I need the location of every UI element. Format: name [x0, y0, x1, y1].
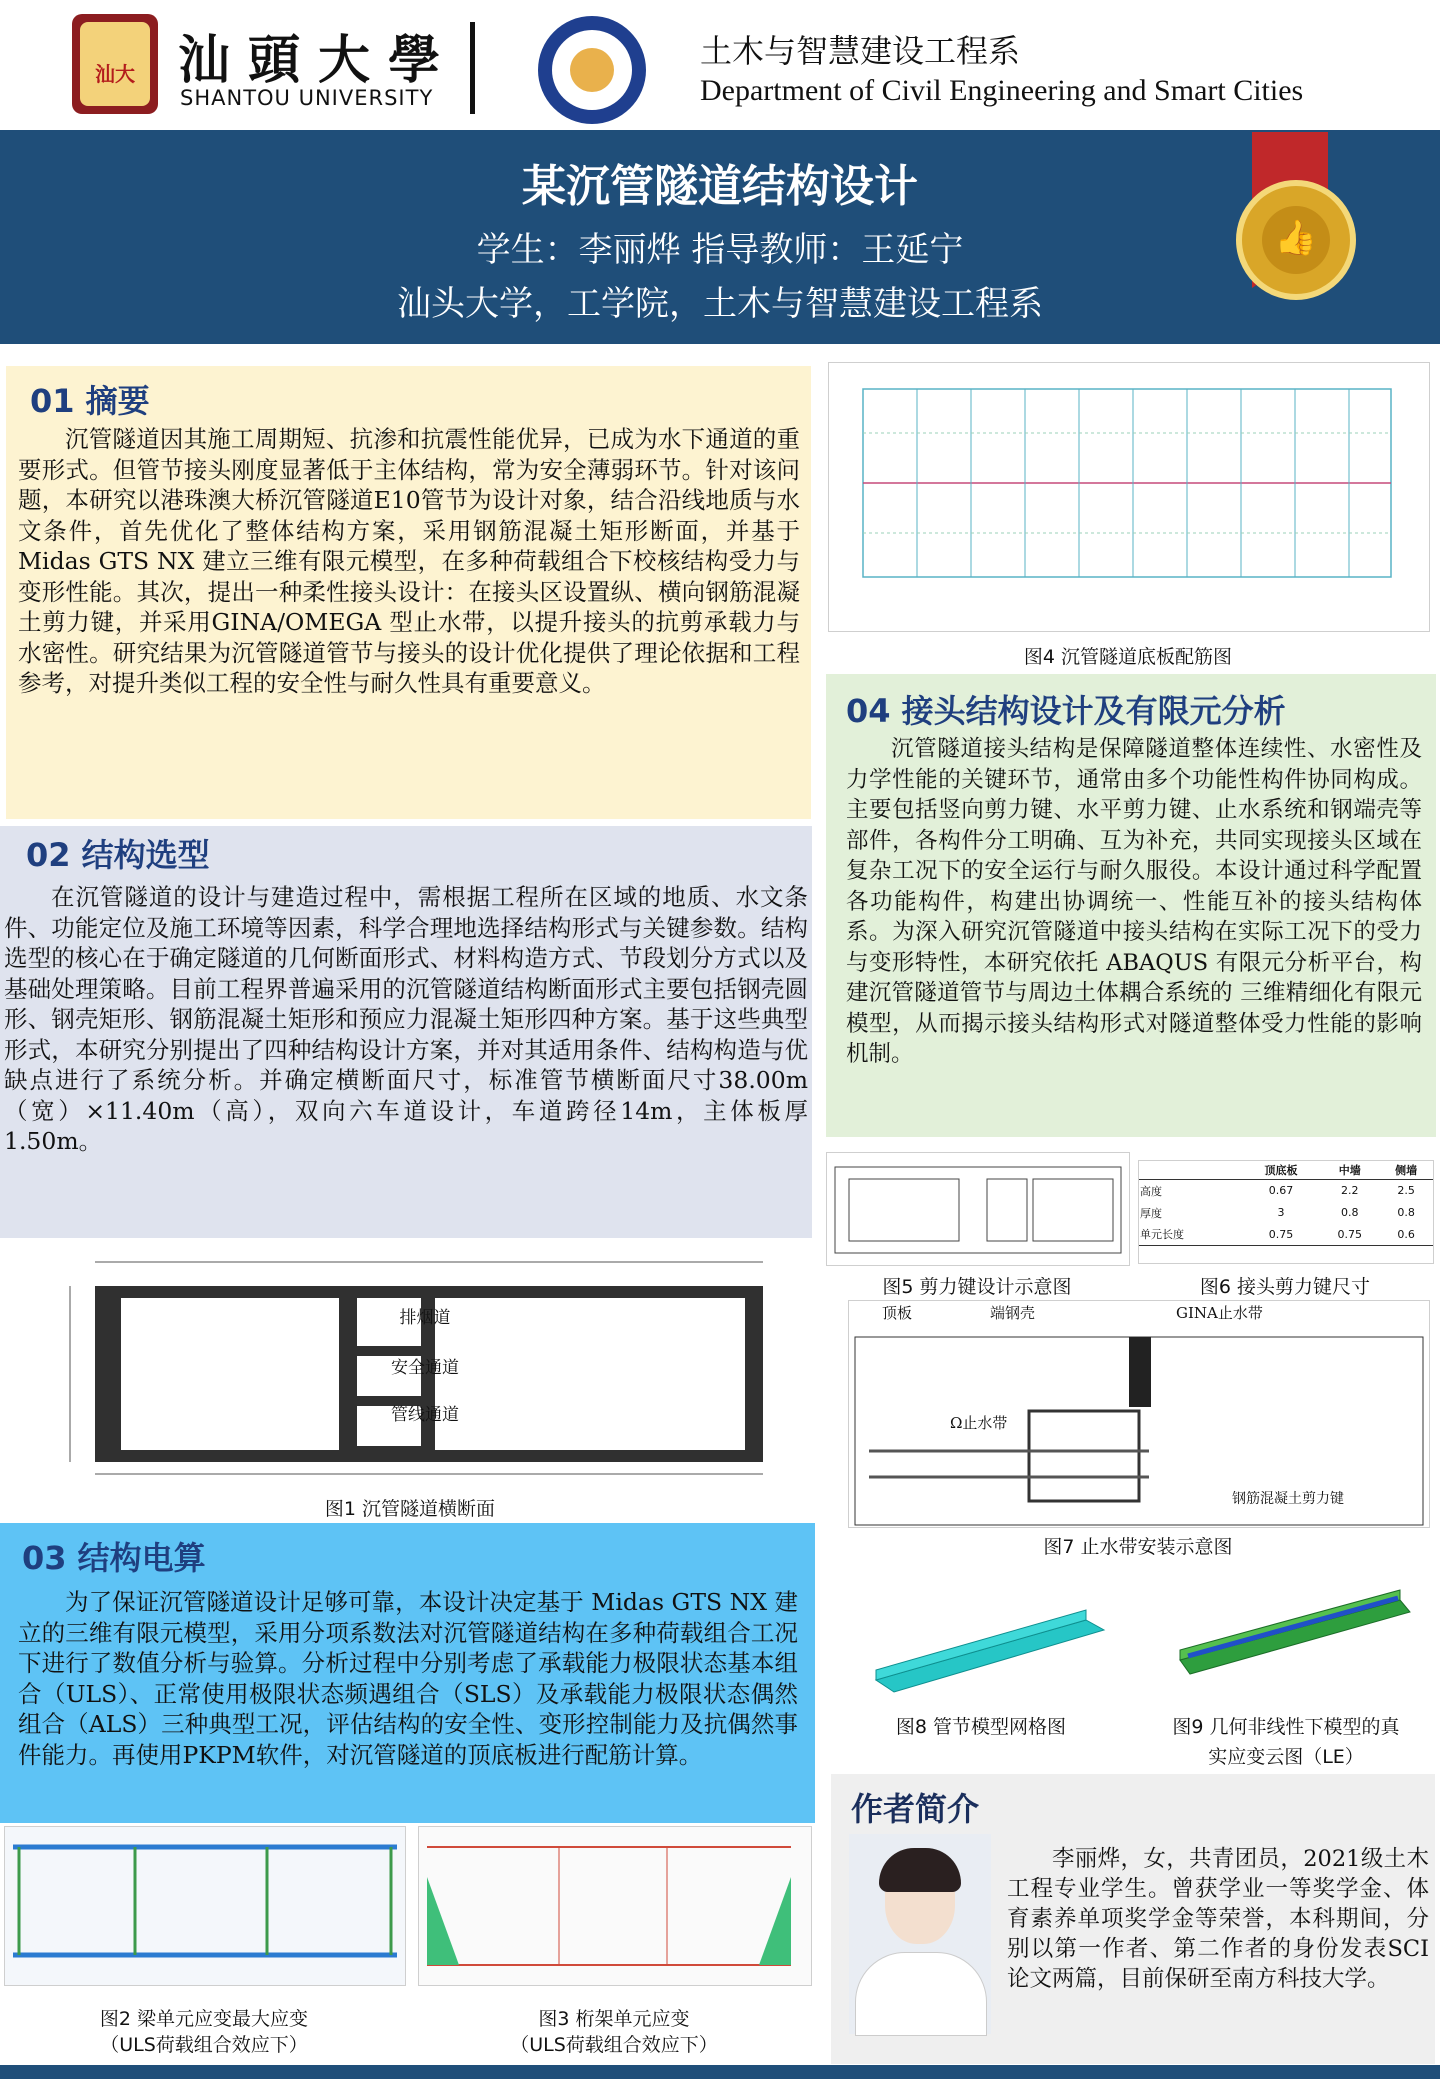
- figure-caption: 图7 止水带安装示意图: [1043, 1536, 1233, 1558]
- mesh-model-drawing: [836, 1560, 1126, 1700]
- figure-caption: 图1 沉管隧道横断面: [324, 1498, 496, 1520]
- section-joint-design: [826, 674, 1436, 1137]
- section-body: 为了保证沉管隧道设计足够可靠，本设计决定基于 Midas GTS NX 建立的三维有限元模型，采用分项系数法对沉管隧道结构在多种荷载组合工况下进行了数值分析与验算。分析过程中分别考虑了承载能力极限状态基本组合（ULS）、正常使用极限状态频遇组合（SLS）及承载能力极限状态偶然组合（ALS）三种典型工况，评估结构的安全性、变形控制能力及抗偶然事件能力。再使用PKPM软件，对沉管隧道的顶底板进行配筋计算。: [18, 1588, 798, 1769]
- avatar-shirt: [855, 1952, 987, 2036]
- department-name-cn: 土木与智慧建设工程系: [700, 32, 1021, 70]
- table-row: [1139, 1180, 1433, 1202]
- section-heading: 03 结构电算: [22, 1539, 206, 1577]
- strain-contour-drawing: [1140, 1560, 1432, 1700]
- section-body: 沉管隧道接头结构是保障隧道整体连续性、水密性及力学性能的关键环节，通常由多个功能性构件协同构成。主要包括竖向剪力键、水平剪力键、止水系统和钢端壳等部件，各构件分工明确、互为补充，共同实现接头区域在复杂工况下的安全运行与耐久服役。本设计通过科学配置各功能构件，构建出协调统一、性能互补的接头结构体系。为深入研究沉管隧道中接头结构在实际工况下的受力与变形特性，本研究依托 ABAQUS 有限元分析平台，构建沉管隧道管节与周边土体耦合系统的 三维精细化有限元模型，从而揭示接头结构形式对隧道整体受力性能的影响机制。: [846, 736, 1422, 1067]
- table-header: 顶底板: [1264, 1164, 1298, 1177]
- beam-strain-plot: [5, 1827, 405, 1985]
- figure-caption: 图9 几何非线性下模型的真: [1172, 1716, 1400, 1738]
- table-header: 中墙: [1338, 1164, 1361, 1177]
- figure-caption: 图8 管节模型网格图: [895, 1716, 1067, 1738]
- section-abstract: [6, 366, 811, 819]
- table-cell: 高度: [1140, 1184, 1162, 1198]
- figure-caption: 图3 桁架单元应变: [538, 2008, 690, 2030]
- logo-text: 汕大: [95, 62, 135, 86]
- table-cell: 0.75: [1268, 1227, 1294, 1241]
- table-row: [1139, 1224, 1433, 1246]
- poster-title: 某沉管隧道结构设计: [522, 161, 918, 212]
- table-row: [1139, 1202, 1433, 1224]
- reinforcement-drawing: [829, 363, 1429, 631]
- dimension-table: [1139, 1161, 1433, 1246]
- affiliation-line: 汕头大学，工学院，土木与智慧建设工程系: [397, 284, 1043, 324]
- authors-line: 学生：李丽烨 指导教师：王延宁: [476, 230, 964, 270]
- footer-bar: [0, 2065, 1440, 2079]
- figure-caption: 图6 接头剪力键尺寸: [1199, 1276, 1371, 1298]
- table-cell: 单元长度: [1140, 1228, 1184, 1242]
- section-heading: 01 摘要: [30, 382, 150, 420]
- diagram-label: 钢筋混凝土剪力键: [1232, 1491, 1344, 1507]
- figure-truss-strain: [418, 1826, 812, 1986]
- diagram-label: 顶板: [882, 1304, 913, 1322]
- table-cell: 0.6: [1397, 1227, 1415, 1241]
- table-cell: 2.2: [1340, 1184, 1359, 1198]
- figure-shear-key-table: [1138, 1160, 1434, 1264]
- figure-strain-contour: [1140, 1560, 1432, 1700]
- truss-strain-plot: [419, 1827, 811, 1985]
- gallery-label: 安全通道: [391, 1358, 459, 1378]
- figure-caption-sub: （ULS荷载组合效应下）: [100, 2034, 308, 2056]
- figure-caption-sub: （ULS荷载组合效应下）: [510, 2034, 718, 2056]
- section-heading: 作者简介: [851, 1790, 980, 1828]
- figure-beam-strain: [4, 1826, 406, 1986]
- diagram-label: GINA止水带: [1176, 1304, 1263, 1322]
- header-divider: [470, 22, 475, 114]
- gallery-label: 排烟道: [399, 1308, 451, 1328]
- figure-caption: 图4 沉管隧道底板配筋图: [1023, 646, 1233, 668]
- section-author-bio: [831, 1774, 1435, 2064]
- table-cell: 0.8: [1397, 1206, 1415, 1219]
- section-body: 沉管隧道因其施工周期短、抗渗和抗震性能优异，已成为水下通道的重要形式。但管节接头刚度显著低于主体结构，常为安全薄弱环节。针对该问题，本研究以港珠澳大桥沉管隧道E10管节为设计对象，结合沿线地质与水文条件，首先优化了整体结构方案，采用钢筋混凝土矩形断面，并基于 Midas GTS NX 建立三维有限元模型，在多种荷载组合下校核结构受力与变形性能。其次，提出一种柔性接头设计：在接头区设置纵、横向钢筋混凝土剪力键，并采用GINA/OMEGA 型止水带，以提升接头的抗剪承载力与水密性。研究结果为沉管隧道管节与接头的设计优化提供了理论依据和工程参考，对提升类似工程的安全性与耐久性具有重要意义。: [18, 425, 800, 697]
- section-structural-analysis: [0, 1523, 815, 1823]
- table-cell: 0.67: [1268, 1184, 1294, 1198]
- table-cell: 厚度: [1140, 1206, 1162, 1220]
- author-photo: [849, 1834, 991, 2034]
- figure-floor-reinforcement: [828, 362, 1430, 632]
- table-header: [1139, 1161, 1242, 1180]
- college-emblem-core: [570, 48, 614, 92]
- department-name-en: Department of Civil Engineering and Smart Cities: [700, 74, 1304, 107]
- section-heading: 04 接头结构设计及有限元分析: [846, 692, 1286, 730]
- avatar-hair: [879, 1848, 961, 1892]
- figure-mesh-model: [836, 1560, 1126, 1700]
- section-structure-selection: [0, 826, 812, 1238]
- diagram-label: Ω止水带: [950, 1414, 1008, 1432]
- figure-caption: 图2 梁单元应变最大应变: [99, 2008, 309, 2030]
- table-header: 侧墙: [1395, 1164, 1418, 1177]
- figure-shear-key-diagram: [826, 1152, 1130, 1266]
- table-cell: 3: [1277, 1206, 1285, 1219]
- table-cell: 0.8: [1340, 1206, 1359, 1219]
- university-name-cn: 汕頭大學: [178, 30, 459, 91]
- thumbs-up-icon: 👍: [1274, 218, 1318, 258]
- diagram-label: 端钢壳: [990, 1304, 1036, 1322]
- section-body: 在沉管隧道的设计与建造过程中，需根据工程所在区域的地质、水文条件、功能定位及施工环境等因素，科学合理地选择结构形式与关键参数。结构选型的核心在于确定隧道的几何断面形式、材料构造方式、节段划分方式以及基础处理策略。目前工程界普遍采用的沉管隧道结构断面形式主要包括钢壳圆形、钢壳矩形、钢筋混凝土矩形和预应力混凝土矩形四种方案。基于这些典型形式，本研究分别提出了四种结构设计方案，并对其适用条件、结构构造与优缺点进行了系统分析。并确定横断面尺寸，标准管节横断面尺寸38.00m（宽）×11.40m（高），双向六车道设计，车道跨径14m，主体板厚1.50m。: [4, 883, 808, 1155]
- figure-caption-sub: 实应变云图（LE）: [1208, 1746, 1364, 1768]
- figure-caption: 图5 剪力键设计示意图: [882, 1276, 1072, 1298]
- shear-key-drawing: [827, 1153, 1129, 1265]
- traffic-bore-right: [435, 1298, 745, 1450]
- gallery-label: 管线通道: [391, 1405, 459, 1425]
- table-cell: 2.5: [1397, 1184, 1415, 1198]
- university-name-en: SHANTOU UNIVERSITY: [180, 86, 434, 110]
- table-cell: 0.75: [1337, 1227, 1362, 1241]
- traffic-bore-left-full: [121, 1298, 339, 1450]
- section-heading: 02 结构选型: [26, 836, 210, 874]
- section-body: 李丽烨，女，共青团员，2021级土木工程专业学生。曾获学业一等奖学金、体育素养单项奖学金等荣誉，本科期间，分别以第一作者、第二作者的身份发表SCI论文两篇，目前保研至南方科技大学。: [1007, 1846, 1429, 1992]
